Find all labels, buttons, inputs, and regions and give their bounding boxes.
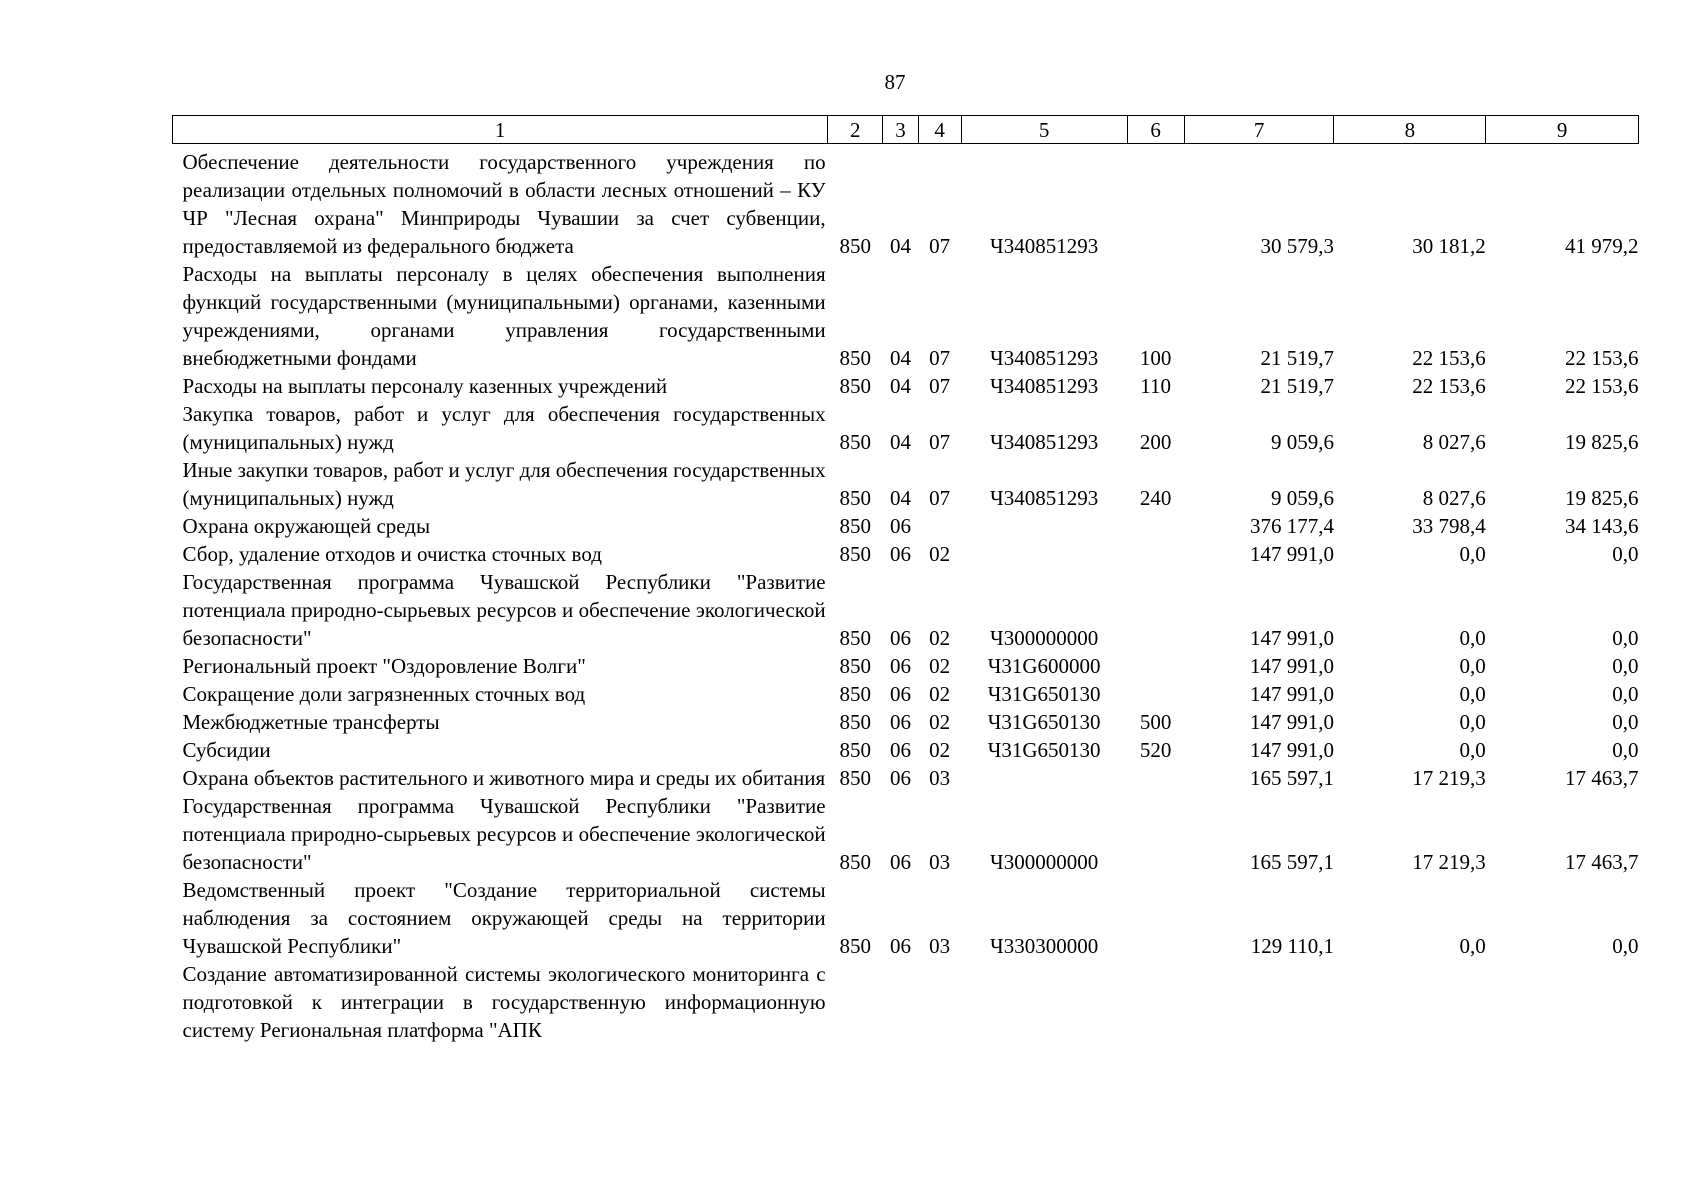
row-gr-code: 850 — [839, 934, 871, 958]
row-subsection-code: 02 — [929, 542, 951, 566]
row-subsection-code — [918, 960, 961, 1044]
row-amount-1: 147 991,0 — [1249, 542, 1334, 566]
header-cell-amount-2: 8 — [1334, 116, 1486, 144]
row-amount-1: 147 991,0 — [1249, 710, 1334, 734]
row-amount-1: 147 991,0 — [1249, 654, 1334, 678]
row-section-code: 06 — [889, 626, 911, 650]
row-gr-code: 850 — [839, 850, 871, 874]
row-subsection-code: 02 — [929, 738, 951, 762]
row-subsection-code — [918, 512, 961, 540]
row-amount-2: 0,0 — [1459, 626, 1486, 650]
row-target-article — [961, 540, 1127, 568]
row-section-code: 04 — [889, 234, 911, 258]
row-gr-code: 850 — [839, 346, 871, 370]
row-expense-type — [1127, 960, 1184, 1044]
row-target-article: Ч340851293 — [990, 486, 1099, 510]
row-target-article: Ч340851293 — [990, 430, 1099, 454]
row-section-code: 06 — [889, 542, 911, 566]
row-name: Государственная программа Чувашской Республики "Развитие потенциала природно-сырьевых ресурсов и обеспечение экологической безопасности" — [182, 794, 826, 874]
table-row — [173, 540, 1639, 568]
table-row — [173, 764, 1639, 792]
row-amount-3: 17 463,7 — [1565, 850, 1639, 874]
budget-table — [172, 115, 1639, 1044]
row-amount-3: 0,0 — [1612, 934, 1639, 958]
row-gr-code: 850 — [839, 374, 871, 398]
row-target-article: Ч31G650130 — [987, 682, 1101, 706]
row-amount-1: 9 059,6 — [1270, 486, 1334, 510]
row-expense-type: 500 — [1139, 710, 1172, 734]
table-row — [173, 144, 1639, 261]
row-name: Сбор, удаление отходов и очистка сточных вод — [182, 542, 602, 566]
row-target-article: Ч300000000 — [990, 626, 1099, 650]
row-amount-2: 0,0 — [1459, 682, 1486, 706]
row-target-article: Ч340851293 — [990, 234, 1099, 258]
row-expense-type — [1127, 568, 1184, 652]
row-name: Региональный проект "Оздоровление Волги" — [182, 654, 586, 678]
row-amount-2: 8 027,6 — [1422, 486, 1486, 510]
row-target-article: Ч31G600000 — [987, 654, 1101, 678]
row-amount-1: 165 597,1 — [1249, 850, 1334, 874]
row-subsection-code: 02 — [929, 654, 951, 678]
row-section-code: 04 — [889, 486, 911, 510]
row-section-code: 04 — [889, 346, 911, 370]
table-row — [173, 736, 1639, 764]
row-section-code — [883, 960, 918, 1044]
row-amount-1: 147 991,0 — [1249, 682, 1334, 706]
row-gr-code: 850 — [839, 626, 871, 650]
row-expense-type — [1127, 792, 1184, 876]
row-section-code: 06 — [889, 514, 911, 538]
row-amount-1: 129 110,1 — [1250, 934, 1334, 958]
header-cell-name: 1 — [173, 116, 828, 144]
row-section-code: 06 — [889, 850, 911, 874]
row-gr-code: 850 — [839, 654, 871, 678]
row-gr-code: 850 — [839, 234, 871, 258]
row-gr-code — [828, 960, 883, 1044]
row-amount-2: 17 219,3 — [1412, 850, 1486, 874]
row-amount-1: 9 059,6 — [1270, 430, 1334, 454]
row-amount-1: 165 597,1 — [1249, 766, 1334, 790]
header-cell-amount-3: 9 — [1486, 116, 1639, 144]
row-target-article: Ч31G650130 — [987, 738, 1101, 762]
row-gr-code: 850 — [839, 430, 871, 454]
row-amount-1 — [1184, 960, 1334, 1044]
row-amount-2: 0,0 — [1459, 710, 1486, 734]
row-target-article — [961, 960, 1127, 1044]
row-expense-type: 110 — [1140, 374, 1172, 398]
row-amount-3: 0,0 — [1612, 682, 1639, 706]
header-row — [173, 116, 1639, 144]
row-amount-1: 147 991,0 — [1249, 738, 1334, 762]
row-target-article: Ч340851293 — [990, 374, 1099, 398]
row-amount-2: 0,0 — [1459, 738, 1486, 762]
header-cell-pr: 4 — [918, 116, 961, 144]
header-cell-rz: 3 — [883, 116, 918, 144]
row-name: Охрана объектов растительного и животного мира и среды их обитания — [182, 766, 826, 790]
row-section-code: 04 — [889, 430, 911, 454]
table-row — [173, 960, 1639, 1044]
row-subsection-code: 03 — [929, 766, 951, 790]
row-amount-3: 22 153,6 — [1565, 374, 1639, 398]
row-amount-1: 21 519,7 — [1260, 346, 1334, 370]
row-gr-code: 850 — [839, 486, 871, 510]
table-row — [173, 400, 1639, 456]
row-subsection-code: 07 — [929, 234, 951, 258]
row-amount-3: 34 143,6 — [1565, 514, 1639, 538]
table-row — [173, 792, 1639, 876]
row-section-code: 06 — [889, 710, 911, 734]
row-expense-type: 240 — [1139, 486, 1172, 510]
row-name: Межбюджетные трансферты — [182, 710, 440, 734]
row-amount-2: 8 027,6 — [1422, 430, 1486, 454]
row-expense-type: 200 — [1139, 430, 1172, 454]
row-amount-3: 0,0 — [1612, 542, 1639, 566]
row-amount-3: 22 153,6 — [1565, 346, 1639, 370]
row-target-article — [961, 764, 1127, 792]
table-row — [173, 456, 1639, 512]
row-section-code: 06 — [889, 766, 911, 790]
row-amount-3: 0,0 — [1612, 626, 1639, 650]
row-expense-type — [1127, 512, 1184, 540]
row-name: Субсидии — [182, 738, 271, 762]
row-target-article: Ч31G650130 — [987, 710, 1101, 734]
row-expense-type: 100 — [1139, 346, 1172, 370]
row-name: Создание автоматизированной системы экологического мониторинга с подготовкой к интеграции в государственную информационную систему Региональная платформа "АПК — [182, 962, 826, 1042]
row-subsection-code: 03 — [929, 850, 951, 874]
header-cell-gr: 2 — [828, 116, 883, 144]
row-amount-2: 30 181,2 — [1412, 234, 1486, 258]
row-amount-2: 0,0 — [1459, 542, 1486, 566]
row-name: Расходы на выплаты персоналу в целях обеспечения выполнения функций государственными (муниципальными) органами, казенными учреждениями, органами управления государственными внебюджетными фондами — [182, 262, 826, 370]
row-gr-code: 850 — [839, 542, 871, 566]
row-gr-code: 850 — [839, 766, 871, 790]
row-name: Государственная программа Чувашской Республики "Развитие потенциала природно-сырьевых ресурсов и обеспечение экологической безопасности" — [182, 570, 826, 650]
table-row — [173, 876, 1639, 960]
row-amount-2: 0,0 — [1459, 934, 1486, 958]
row-target-article: Ч340851293 — [990, 346, 1099, 370]
row-name: Расходы на выплаты персоналу казенных учреждений — [182, 374, 668, 398]
row-name: Сокращение доли загрязненных сточных вод — [182, 682, 586, 706]
row-subsection-code: 03 — [929, 934, 951, 958]
row-expense-type: 520 — [1139, 738, 1172, 762]
row-section-code: 06 — [889, 738, 911, 762]
row-subsection-code: 07 — [929, 430, 951, 454]
row-expense-type — [1127, 876, 1184, 960]
row-expense-type — [1127, 764, 1184, 792]
table-row — [173, 708, 1639, 736]
header-cell-csr: 5 — [961, 116, 1127, 144]
row-name: Обеспечение деятельности государственного учреждения по реализации отдельных полномочий в области лесных отношений – КУ ЧР "Лесная охрана" Минприроды Чувашии за счет субвенции, предоставляемой из федерального бюджета — [182, 150, 826, 258]
row-amount-3: 17 463,7 — [1565, 766, 1639, 790]
row-amount-2: 22 153,6 — [1412, 374, 1486, 398]
row-amount-3: 0,0 — [1612, 710, 1639, 734]
table-row — [173, 372, 1639, 400]
row-subsection-code: 02 — [929, 626, 951, 650]
table-body — [173, 144, 1639, 1045]
row-target-article: Ч300000000 — [990, 850, 1099, 874]
row-amount-1: 21 519,7 — [1260, 374, 1334, 398]
header-cell-vr: 6 — [1127, 116, 1184, 144]
row-section-code: 06 — [889, 934, 911, 958]
table-row — [173, 512, 1639, 540]
row-amount-2: 17 219,3 — [1412, 766, 1486, 790]
row-subsection-code: 02 — [929, 682, 951, 706]
row-amount-1: 376 177,4 — [1249, 514, 1334, 538]
row-gr-code: 850 — [839, 710, 871, 734]
row-name: Иные закупки товаров, работ и услуг для обеспечения государственных (муниципальных) нужд — [182, 458, 826, 510]
page-number: 87 — [884, 70, 906, 94]
row-expense-type — [1127, 652, 1184, 680]
row-subsection-code: 07 — [929, 346, 951, 370]
row-name: Охрана окружающей среды — [182, 514, 431, 538]
row-amount-2: 33 798,4 — [1412, 514, 1486, 538]
row-expense-type — [1127, 144, 1184, 261]
row-amount-3: 41 979,2 — [1565, 234, 1639, 258]
row-name: Закупка товаров, работ и услуг для обеспечения государственных (муниципальных) нужд — [182, 402, 826, 454]
row-expense-type — [1127, 680, 1184, 708]
row-amount-3: 19 825,6 — [1565, 430, 1639, 454]
row-gr-code: 850 — [839, 514, 871, 538]
table-row — [173, 568, 1639, 652]
row-amount-1: 30 579,3 — [1260, 234, 1334, 258]
table-row — [173, 680, 1639, 708]
row-name: Ведомственный проект "Создание территориальной системы наблюдения за состоянием окружающей среды на территории Чувашской Республики" — [182, 878, 826, 958]
row-amount-3: 0,0 — [1612, 738, 1639, 762]
row-amount-2 — [1334, 960, 1486, 1044]
row-amount-2: 0,0 — [1459, 654, 1486, 678]
row-amount-3 — [1486, 960, 1639, 1044]
row-subsection-code: 07 — [929, 486, 951, 510]
row-section-code: 06 — [889, 654, 911, 678]
row-gr-code: 850 — [839, 738, 871, 762]
row-section-code: 06 — [889, 682, 911, 706]
row-target-article: Ч330300000 — [990, 934, 1099, 958]
row-amount-2: 22 153,6 — [1412, 346, 1486, 370]
row-subsection-code: 07 — [929, 374, 951, 398]
table-header — [173, 116, 1639, 144]
row-expense-type — [1127, 540, 1184, 568]
row-gr-code: 850 — [839, 682, 871, 706]
row-amount-3: 0,0 — [1612, 654, 1639, 678]
row-section-code: 04 — [889, 374, 911, 398]
row-amount-1: 147 991,0 — [1249, 626, 1334, 650]
row-target-article — [961, 512, 1127, 540]
table-row — [173, 260, 1639, 372]
header-cell-amount-1: 7 — [1184, 116, 1334, 144]
table-row — [173, 652, 1639, 680]
row-subsection-code: 02 — [929, 710, 951, 734]
row-amount-3: 19 825,6 — [1565, 486, 1639, 510]
